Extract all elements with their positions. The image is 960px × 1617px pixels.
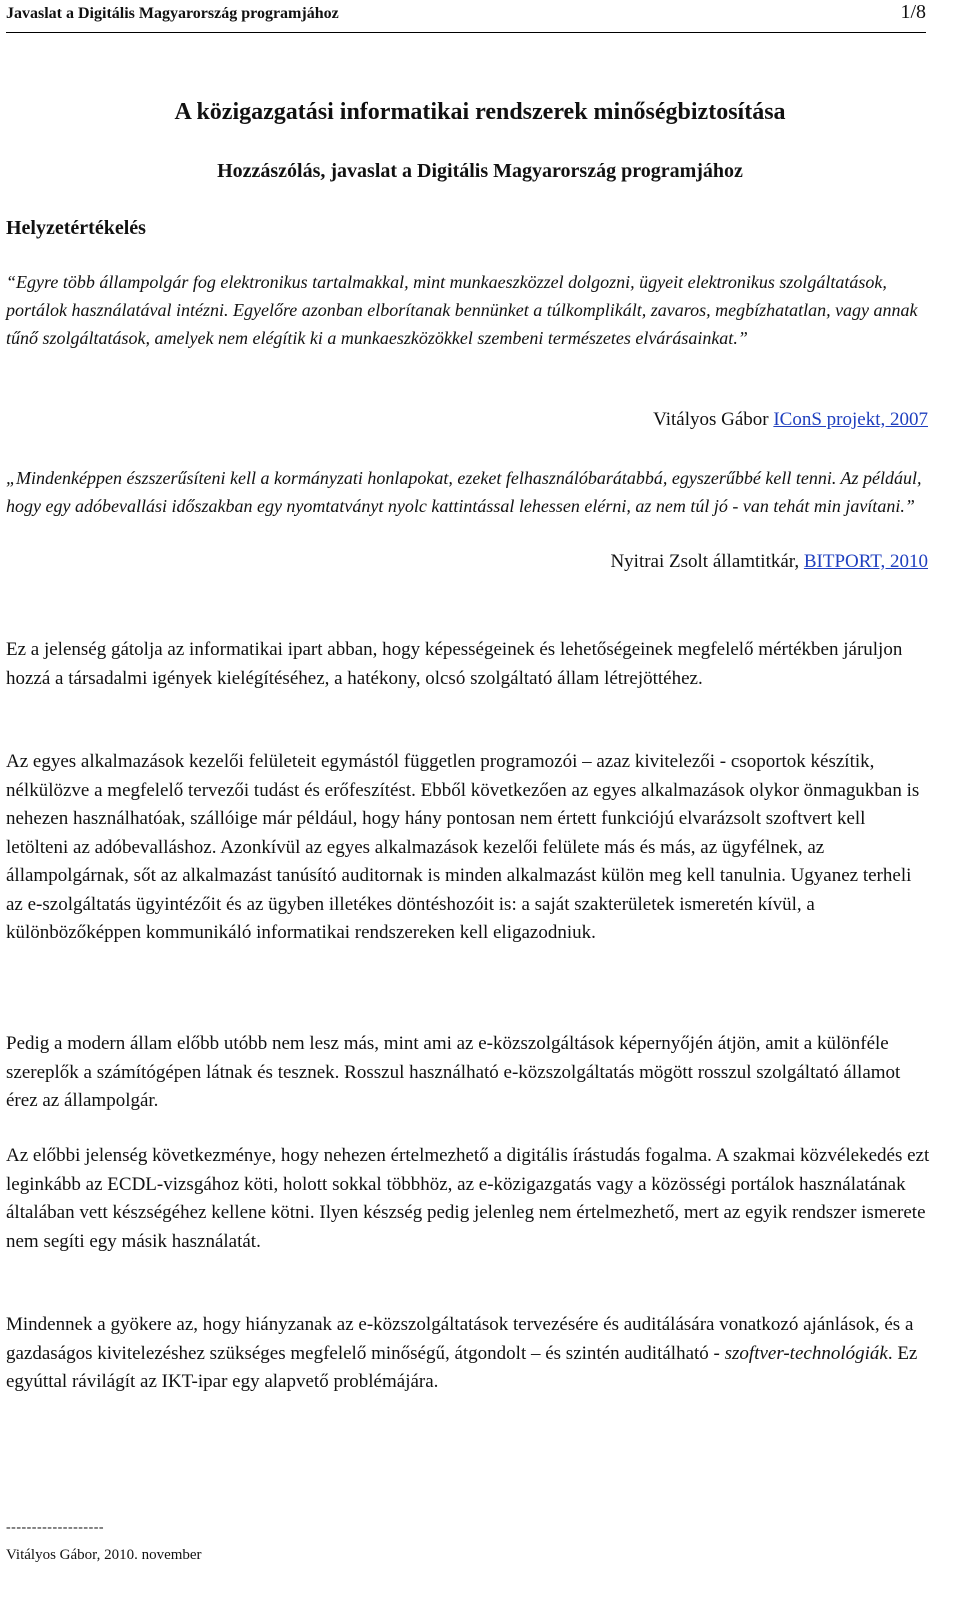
paragraph-5-italic: szoftver-technológiák bbox=[724, 1342, 888, 1364]
paragraph-4: Az előbbi jelenség következménye, hogy nehezen értelmezhető a digitális írástudás fogalma. A szakmai közvélekedés ezt leginkább az ECDL-vizsgához köti, holott sokkal többhöz, az e-közigazgatás vagy a közösségi portálok használatának általában vett készségéhez kellene kötni. Ilyen készség pedig jelenleg nem értelmezhető, mert az egyik rendszer ismerete nem segíti egy másik használatát. bbox=[6, 1145, 930, 1252]
quote-1-link[interactable]: IConS projekt, 2007 bbox=[773, 409, 928, 430]
header-title: Javaslat a Digitális Magyarország programjához bbox=[6, 5, 339, 22]
quote-1: “Egyre több állampolgár fog elektronikus tartalmakkal, mint munkaeszközzel dolgozni, ügyeit elektronikus szolgáltatások, portálok használatával intézni. Egyelőre azonban elborítanak bennünket a túlkomplikált, zavaros, megbízhatatlan, vagy annak tűnő szolgáltatások, amelyek nem elégítik ki a munkaeszközökkel szembeni természetes elvárásainkat.” bbox=[6, 272, 918, 348]
quote-2-link[interactable]: BITPORT, 2010 bbox=[803, 551, 928, 572]
footer-rule: ------------------- bbox=[6, 1520, 105, 1535]
quote-1-author: Vitályos Gábor bbox=[653, 409, 774, 430]
quote-2: „Mindenképpen észszerűsíteni kell a kormányzati honlapokat, ezeket felhasználóbarátabbá, egyszerűbbé kell tenni. Az például, hogy egy adóbevallási időszakban egy nyomtatványt nyolc kattintással lehessen elérni, az nem túl jó - van tehát min javítani.” bbox=[6, 468, 922, 516]
paragraph-5-text-b: . Ez egyúttal rávilágít az IKT-ipar egy alapvető problémájára. bbox=[6, 1342, 918, 1392]
paragraph-5 bbox=[6, 1311, 930, 1397]
paragraph-5-text-a: Mindennek a gyökere az, hogy hiányzanak az e-közszolgáltatások tervezésére és auditálására vonatkozó ajánlások, és a gazdaságos kivitelezéshez szükséges megfelelő minőségű, átgondolt – és szintén auditálható - bbox=[6, 1314, 914, 1364]
page-number: 1/8 bbox=[900, 1, 926, 23]
quote-2-author: Nyitrai Zsolt államtitkár, bbox=[610, 551, 804, 572]
paragraph-3: Pedig a modern állam előbb utóbb nem lesz más, mint ami az e-közszolgáltások képernyőjén átjön, amit a különféle szereplők a számítógépen látnak és tesznek. Rosszul használható e-közszolgáltatás mögött rosszul szolgáltató államot érez az állampolgár. bbox=[6, 1033, 901, 1111]
paragraph-1: Ez a jelenség gátolja az informatikai ipart abban, hogy képességeinek és lehetőségeinek megfelelő mértékben járuljon hozzá a társadalmi igények kielégítéséhez, a hatékony, olcsó szolgáltató állam létrejöttéhez. bbox=[6, 639, 903, 689]
quote-2-attribution bbox=[610, 551, 928, 573]
paragraph-2: Az egyes alkalmazások kezelői felületeit egymástól független programozói – azaz kivitelezői - csoportok készítik, nélkülözve a megfelelő tervezői tudást és erőfeszítést. Ebből következően az egyes alkalmazások olykor önmagukban is nehezen használhatóak, szállóige már például, hogy hány pontosan nem értett funkciójú elvarázsolt szoftvert kell letölteni az adóbevalláshoz. Azonkívül az egyes alkalmazások kezelői felülete más és más, az ügyfélnek, az állampolgárnak, sőt az alkalmazást tanúsító auditornak is minden alkalmazást külön meg kell tanulnia. Ugyanez terheli az e-szolgáltatás ügyintézőit és az ügyben illetékes döntéshozóit is: a saját szakterületek ismeretén kívül, a különbözőképpen kommunikáló informatikai rendszereken kell eligazodniuk. bbox=[6, 751, 920, 943]
document-subtitle: Hozzászólás, javaslat a Digitális Magyarország programjához bbox=[217, 160, 743, 182]
section-heading: Helyzetértékelés bbox=[6, 217, 146, 239]
document-title: A közigazgatási informatikai rendszerek minőségbiztosítása bbox=[174, 99, 786, 125]
page-header bbox=[6, 0, 926, 33]
footer-text: Vitályos Gábor, 2010. november bbox=[6, 1547, 202, 1563]
quote-1-attribution bbox=[653, 409, 928, 431]
